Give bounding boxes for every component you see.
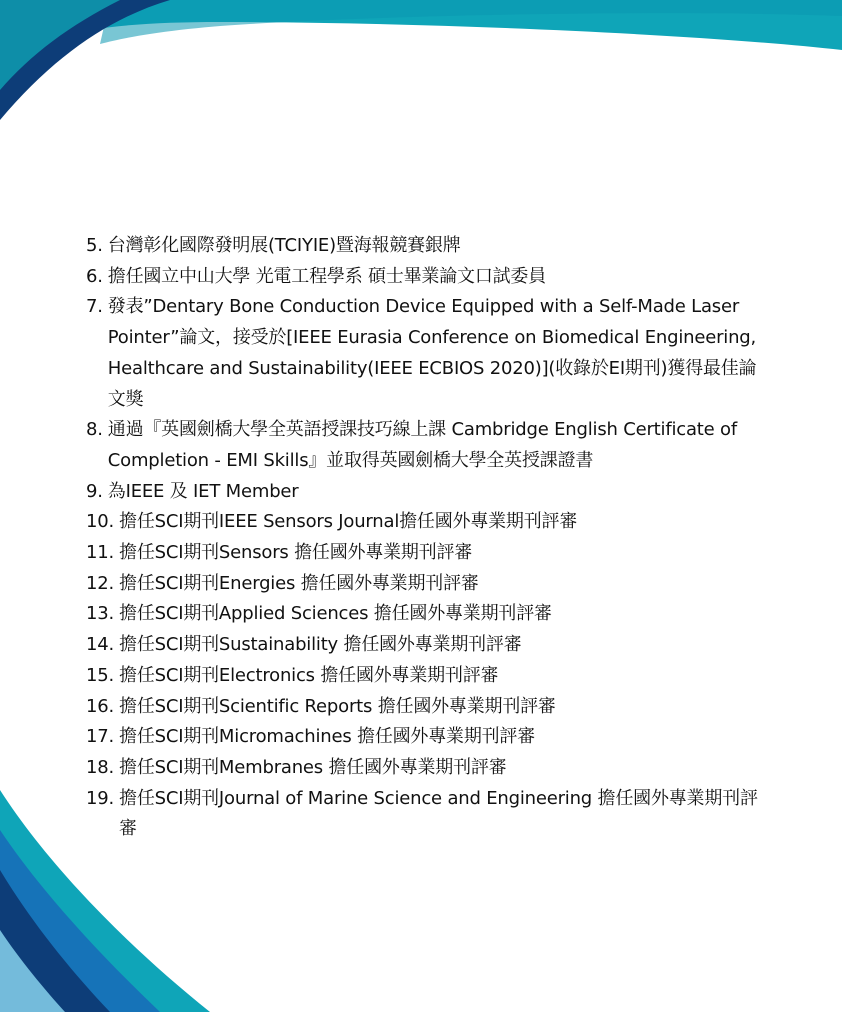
list-item: [86, 692, 766, 723]
item-number: 16.: [86, 695, 115, 717]
list-item: [86, 231, 766, 262]
item-number: 18.: [86, 756, 115, 778]
item-text: 為IEEE 及 IET Member: [107, 480, 299, 502]
item-text: 擔任SCI期刊Electronics 擔任國外專業期刊評審: [119, 664, 499, 686]
item-text: 擔任SCI期刊Energies 擔任國外專業期刊評審: [119, 572, 479, 594]
item-number: 8.: [86, 419, 103, 441]
item-number: 17.: [86, 726, 115, 748]
list-item: [86, 599, 766, 630]
item-number: 13.: [86, 603, 115, 625]
item-text: 擔任國立中山大學 光電工程學系 碩士畢業論文口試委員: [107, 265, 547, 287]
achievement-list: [86, 231, 766, 845]
item-text: 發表”Dentary Bone Conduction Device Equipped with a Self-Made Laser Pointer”論文，接受於[IEEE Eurasia Conference on Biomedical Engineering, Healthcare and Sustainability(IEEE ECBIOS 2020)](收錄於EI期刊)獲得最佳論文獎: [107, 296, 757, 410]
item-number: 6.: [86, 265, 103, 287]
list-item: [86, 630, 766, 661]
item-number: 11.: [86, 542, 115, 564]
item-text: 擔任SCI期刊Journal of Marine Science and Engineering 擔任國外專業期刊評審: [119, 787, 758, 840]
item-number: 7.: [86, 296, 103, 318]
item-text: 擔任SCI期刊Scientific Reports 擔任國外專業期刊評審: [119, 695, 556, 717]
item-text: 擔任SCI期刊Sustainability 擔任國外專業期刊評審: [119, 634, 522, 656]
list-item: [86, 784, 766, 845]
item-number: 19.: [86, 787, 115, 809]
item-text: 擔任SCI期刊Sensors 擔任國外專業期刊評審: [119, 542, 473, 564]
item-text: 擔任SCI期刊IEEE Sensors Journal擔任國外專業期刊評審: [119, 511, 578, 533]
list-item: [86, 753, 766, 784]
item-text: 擔任SCI期刊Membranes 擔任國外專業期刊評審: [119, 756, 507, 778]
item-number: 12.: [86, 572, 115, 594]
item-number: 10.: [86, 511, 115, 533]
list-item: [86, 477, 766, 508]
list-item: [86, 569, 766, 600]
item-number: 9.: [86, 480, 103, 502]
item-text: 台灣彰化國際發明展(TCIYIE)暨海報競賽銀牌: [107, 235, 461, 256]
list-item: [86, 538, 766, 569]
list-item: [86, 722, 766, 753]
item-text: 通過『英國劍橋大學全英語授課技巧線上課 Cambridge English Certificate of Completion - EMI Skills』並取得英國劍橋大學全英授課證書: [107, 419, 737, 471]
list-item: [86, 507, 766, 538]
item-number: 5.: [86, 235, 103, 256]
list-item: [86, 415, 766, 476]
list-item: [86, 661, 766, 692]
item-text: 擔任SCI期刊Micromachines 擔任國外專業期刊評審: [119, 726, 536, 748]
list-item: [86, 292, 766, 415]
item-text: 擔任SCI期刊Applied Sciences 擔任國外專業期刊評審: [119, 603, 552, 625]
list-item: [86, 262, 766, 293]
item-number: 14.: [86, 634, 115, 656]
item-number: 15.: [86, 664, 115, 686]
